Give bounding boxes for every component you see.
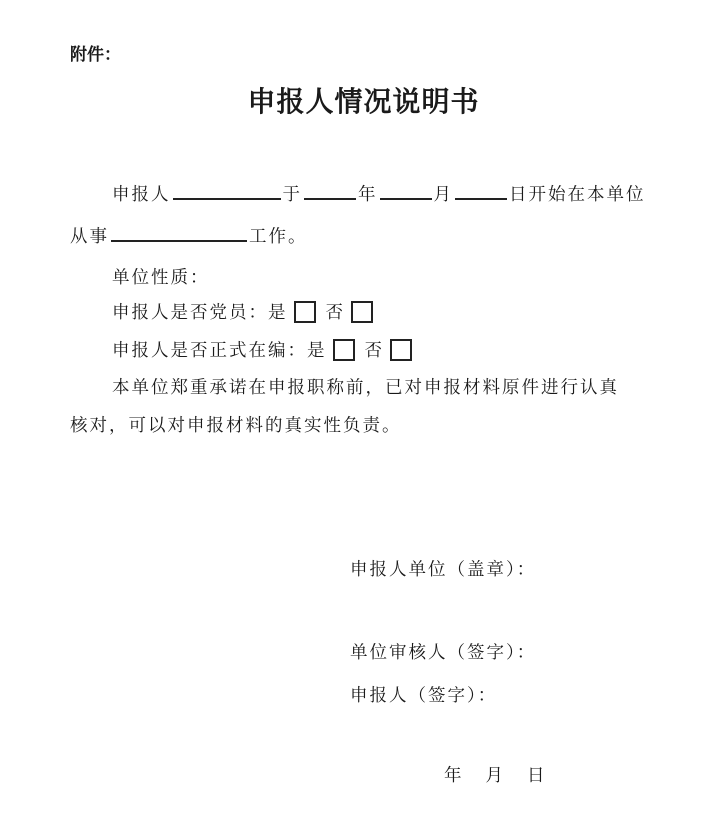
applicant-start-line: [112, 180, 646, 207]
work-blank[interactable]: [111, 222, 247, 242]
year-label: 年: [358, 185, 378, 205]
staff-line: [112, 339, 422, 363]
party-member-question: 申报人是否党员：: [112, 303, 268, 323]
year-blank[interactable]: [304, 180, 356, 200]
staff-yes-checkbox[interactable]: [333, 339, 355, 361]
promise-line-1: 本单位郑重承诺在申报职称前，已对申报材料原件进行认真: [112, 378, 619, 398]
engaged-work-line: [70, 222, 308, 249]
document-title: 申报人情况说明书: [247, 85, 480, 118]
party-yes-label: 是: [268, 303, 288, 323]
promise-line-2: 核对，可以对申报材料的真实性负责。: [70, 416, 402, 436]
day-blank[interactable]: [455, 180, 507, 200]
staff-no-checkbox[interactable]: [390, 339, 412, 361]
month-blank[interactable]: [380, 180, 432, 200]
date-day-label: 日: [527, 766, 547, 786]
from-label: 于: [282, 185, 302, 205]
party-no-label: 否: [325, 303, 345, 323]
unit-nature-line: 单位性质：: [112, 268, 210, 288]
applicant-name-blank[interactable]: [173, 180, 281, 200]
engaged-label: 从事: [70, 227, 109, 247]
date-year-label: 年: [444, 766, 464, 786]
party-no-checkbox[interactable]: [351, 301, 373, 323]
attachment-label: 附件：: [70, 45, 121, 65]
staff-question: 申报人是否正式在编：: [112, 341, 307, 361]
reviewer-sign-label: 单位审核人（签字）：: [350, 643, 537, 663]
month-label: 月: [433, 185, 453, 205]
staff-yes-label: 是: [307, 341, 327, 361]
party-yes-checkbox[interactable]: [294, 301, 316, 323]
unit-seal-label: 申报人单位（盖章）：: [350, 560, 537, 580]
party-member-line: [112, 301, 383, 325]
day-start-label: 日开始在本单位: [509, 185, 646, 205]
applicant-sign-label: 申报人（签字）：: [350, 686, 498, 706]
work-label: 工作。: [249, 227, 308, 247]
date-line: [444, 764, 547, 788]
staff-no-label: 否: [364, 341, 384, 361]
applicant-label: 申报人: [112, 185, 171, 205]
date-month-label: 月: [485, 766, 505, 786]
